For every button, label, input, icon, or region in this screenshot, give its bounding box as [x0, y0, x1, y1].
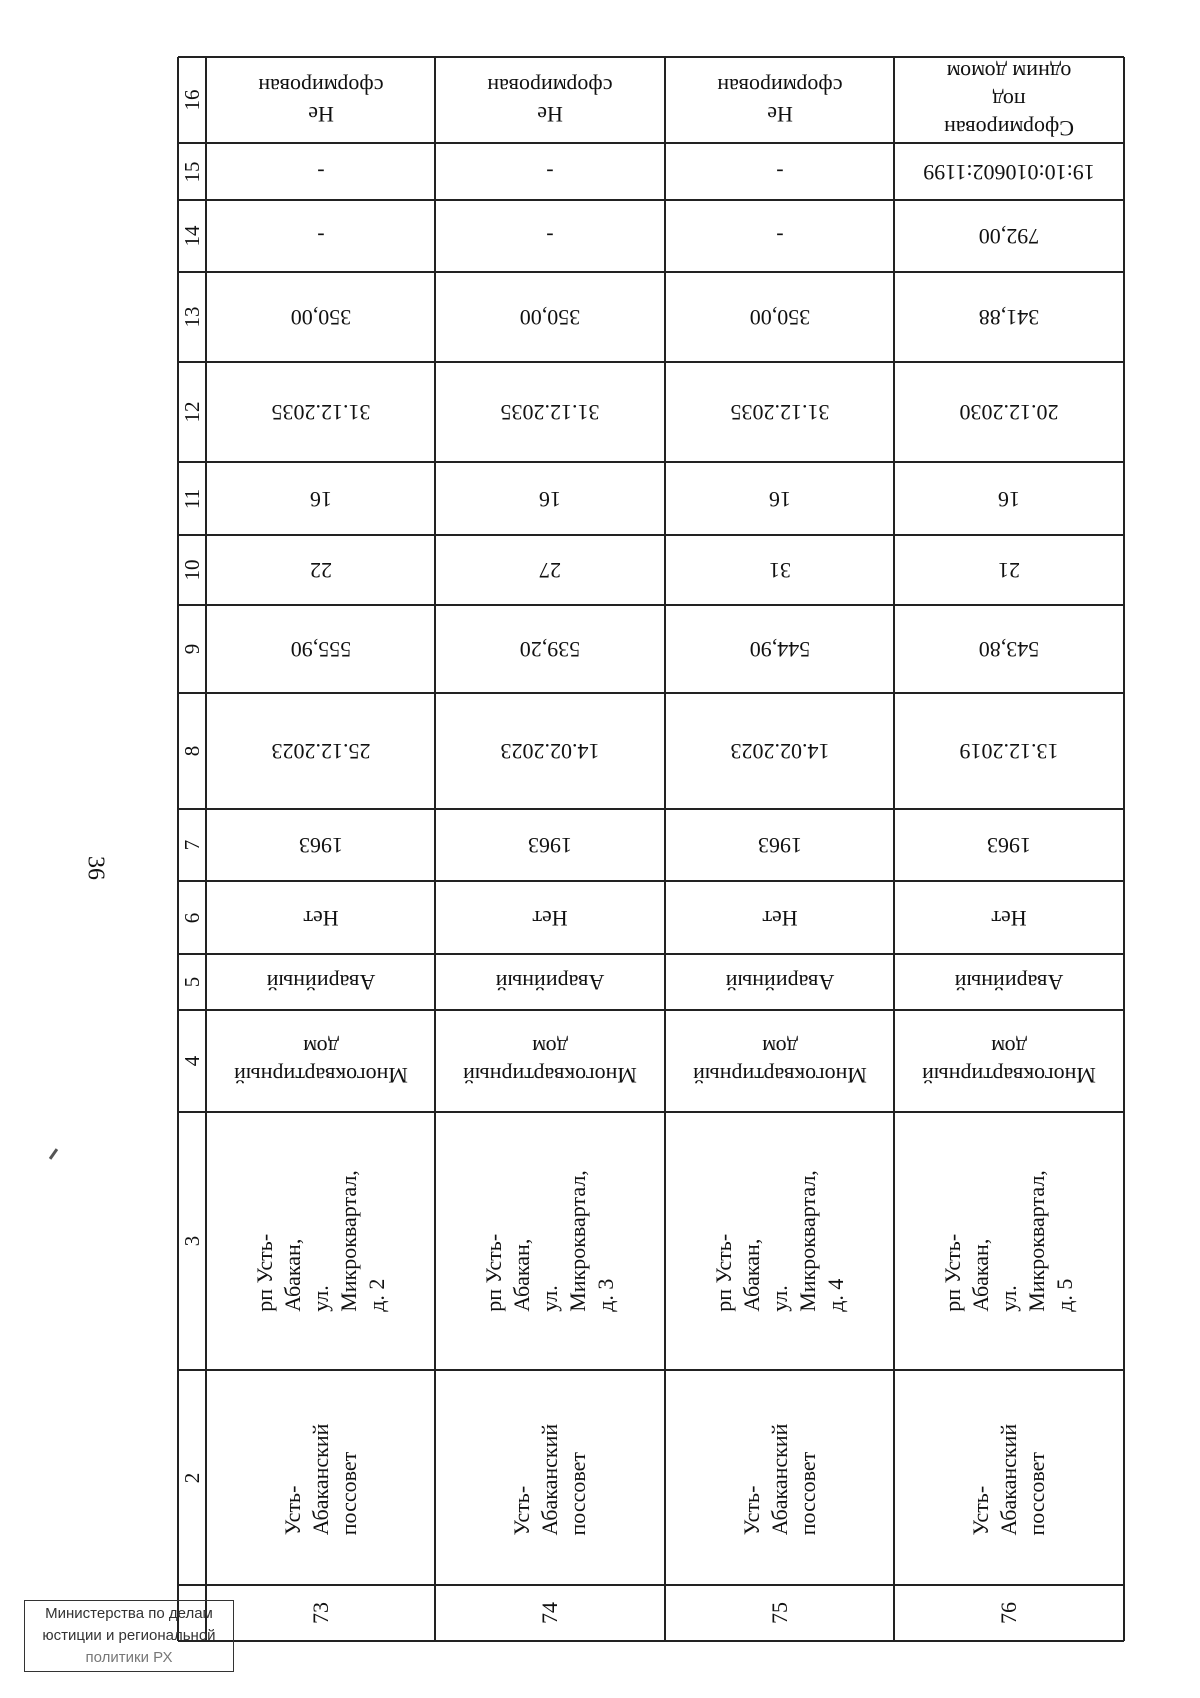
table-cell-address-text: рп Усть-Абакан, ул. Микроквартал, д. 5 [940, 1170, 1077, 1312]
column-number-13 [178, 272, 206, 362]
table-cell-date-recognized-text: 13.12.2019 [959, 739, 1059, 764]
table-cell-land-area [435, 200, 665, 272]
table-cell-cadastral [665, 143, 894, 200]
column-number-9-text: 9 [180, 643, 204, 655]
table-cell-land-status-text: Не сформирован [487, 74, 613, 127]
table-cell-area2 [665, 272, 894, 362]
table-cell-cadastral-text: - [775, 159, 784, 185]
column-number-3 [178, 1112, 206, 1370]
column-number-7-text: 7 [180, 839, 204, 851]
table-cell-address [665, 1112, 894, 1370]
table-cell-land-status [894, 57, 1124, 143]
stamp-line-1: Министерства по делам [45, 1605, 213, 1622]
table-cell-area2-text: 341,88 [978, 305, 1040, 330]
table-cell-area [665, 605, 894, 693]
table-cell-settlement [435, 1370, 665, 1585]
table-cell-land-status-text: Не сформирован [716, 74, 843, 127]
table-cell-area [894, 605, 1124, 693]
table-cell-land-area-text: - [546, 224, 554, 249]
table-cell-date-planned [894, 362, 1124, 462]
column-number-10 [178, 535, 206, 605]
table-cell-num [665, 1585, 894, 1641]
table-cell-status [665, 954, 894, 1010]
column-number-12 [178, 362, 206, 462]
table-cell-residents [894, 535, 1124, 605]
column-number-8-text: 8 [180, 745, 204, 757]
table-cell-year-text: 1963 [528, 833, 572, 858]
table-cell-count-text: 16 [309, 486, 332, 512]
table-cell-count-text: 16 [998, 486, 1020, 512]
table-cell-area2-text: 350,00 [749, 305, 810, 330]
table-cell-no [206, 881, 435, 954]
table-cell-settlement [206, 1370, 435, 1585]
table-cell-date-recognized-text: 25.12.2023 [271, 739, 370, 764]
column-number-8 [178, 693, 206, 809]
table-cell-land-area-text: - [316, 224, 325, 249]
column-number-12-text: 12 [180, 401, 204, 423]
table-cell-num-text: 75 [766, 1602, 792, 1624]
table-cell-count [206, 462, 435, 535]
table-cell-date-planned [435, 362, 665, 462]
table-cell-date-recognized-text: 14.02.2023 [500, 739, 600, 764]
table-cell-cadastral-text: 19:10:010602:1199 [923, 159, 1095, 185]
table-cell-date-recognized [894, 693, 1124, 809]
table-cell-residents-text: 21 [998, 558, 1020, 583]
table-cell-status [894, 954, 1124, 1010]
table-cell-type [435, 1010, 665, 1112]
table-cell-year-text: 1963 [298, 833, 343, 858]
column-number-6-text: 6 [180, 912, 204, 923]
table-cell-residents-text: 27 [539, 558, 561, 583]
table-cell-year-text: 1963 [757, 833, 802, 858]
column-number-4 [178, 1010, 206, 1112]
table-cell-date-recognized [435, 693, 665, 809]
table-cell-land-status-text: Не сформирован [257, 74, 384, 127]
table-cell-land-status-text: Сформирован под одним домом [944, 60, 1074, 141]
table-cell-cadastral-text: - [316, 159, 325, 185]
column-number-14 [178, 200, 206, 272]
table-cell-count-text: 16 [539, 486, 561, 512]
stamp-line-3: политики РХ [85, 1649, 173, 1666]
table-cell-address-text: рп Усть-Абакан, ул. Микроквартал, д. 3 [481, 1170, 618, 1312]
column-number-14-text: 14 [180, 225, 204, 247]
table-cell-no-text: Нет [761, 905, 798, 931]
column-number-11 [178, 462, 206, 535]
table-cell-status-text: Аварийный [954, 970, 1064, 995]
table-cell-residents-text: 31 [768, 558, 791, 583]
column-number-16 [178, 57, 206, 143]
table-cell-residents-text: 22 [309, 558, 332, 583]
table-cell-date-recognized [665, 693, 894, 809]
table-cell-date-planned-text: 31.12.2035 [730, 400, 829, 425]
table-cell-settlement-text: Усть-Абаканский поссовет [279, 1423, 361, 1535]
table-cell-date-planned [206, 362, 435, 462]
scan-mark [49, 1148, 58, 1160]
table-cell-settlement-text: Усть-Абаканский поссовет [738, 1423, 820, 1535]
column-number-11-text: 11 [180, 488, 204, 509]
table-cell-land-area [894, 200, 1124, 272]
table-cell-area2 [435, 272, 665, 362]
column-number-5-text: 5 [180, 976, 204, 988]
column-number-2-text: 2 [180, 1472, 204, 1483]
stamp-line-2: юстиции и региональной [42, 1627, 216, 1644]
table-cell-num-text: 76 [996, 1602, 1021, 1624]
table-cell-area2-text: 350,00 [519, 305, 581, 330]
table-cell-area-text: 543,80 [978, 637, 1040, 662]
column-number-16-text: 16 [180, 89, 204, 111]
table-cell-status [435, 954, 665, 1010]
table-cell-area2-text: 350,00 [290, 305, 351, 330]
table-cell-status [206, 954, 435, 1010]
table-cell-address-text: рп Усть-Абакан, ул. Микроквартал, д. 2 [251, 1170, 389, 1312]
table-cell-area-text: 539,20 [519, 637, 581, 662]
table-cell-num-text: 73 [307, 1602, 333, 1624]
table-cell-cadastral [894, 143, 1124, 200]
table-cell-year [206, 809, 435, 881]
table-cell-year [435, 809, 665, 881]
table-cell-type-text: Многоквартирный дом [463, 1035, 637, 1088]
table-cell-no [435, 881, 665, 954]
table-cell-type-text: Многоквартирный дом [233, 1035, 408, 1088]
table-cell-cadastral [435, 143, 665, 200]
column-number-2 [178, 1370, 206, 1585]
table-cell-no [665, 881, 894, 954]
column-number-5 [178, 954, 206, 1010]
table-cell-no-text: Нет [532, 905, 568, 931]
table-cell-residents [206, 535, 435, 605]
table-cell-address-text: рп Усть-Абакан, ул. Микроквартал, д. 4 [710, 1170, 848, 1312]
column-number-3-text: 3 [180, 1235, 204, 1247]
table-cell-date-recognized-text: 14.02.2023 [730, 739, 829, 764]
column-number-13-text: 13 [180, 306, 204, 328]
table-cell-count [435, 462, 665, 535]
table-cell-land-area-text: - [775, 224, 784, 249]
table-cell-year [665, 809, 894, 881]
table-cell-land-status [665, 57, 894, 143]
table-cell-land-status [435, 57, 665, 143]
table-cell-address [206, 1112, 435, 1370]
column-number-15-text: 15 [180, 161, 204, 182]
column-number-4-text: 4 [180, 1055, 204, 1067]
column-number-9 [178, 605, 206, 693]
table-cell-settlement [894, 1370, 1124, 1585]
table-cell-no-text: Нет [991, 905, 1027, 931]
table-cell-area-text: 555,90 [290, 637, 351, 662]
table-cell-no [894, 881, 1124, 954]
table-cell-no-text: Нет [302, 905, 339, 931]
table-cell-residents [435, 535, 665, 605]
table-cell-residents [665, 535, 894, 605]
table-cell-type-text: Многоквартирный дом [922, 1035, 1096, 1088]
table-cell-num [206, 1585, 435, 1641]
table-cell-date-planned-text: 31.12.2035 [500, 400, 600, 425]
table-cell-type [665, 1010, 894, 1112]
table-cell-num [435, 1585, 665, 1641]
table-cell-settlement-text: Усть-Абаканский поссовет [968, 1423, 1049, 1535]
table-cell-type [206, 1010, 435, 1112]
table-cell-area [206, 605, 435, 693]
table-cell-area2 [206, 272, 435, 362]
table-cell-land-area [665, 200, 894, 272]
table-cell-area-text: 544,90 [749, 637, 810, 662]
table-cell-status-text: Аварийный [725, 970, 834, 995]
table-cell-area [435, 605, 665, 693]
table-cell-count [665, 462, 894, 535]
table-cell-address [435, 1112, 665, 1370]
table-cell-date-recognized [206, 693, 435, 809]
table-cell-num-text: 74 [537, 1602, 562, 1624]
table-cell-land-area-text: 792,00 [978, 224, 1040, 249]
column-number-7 [178, 809, 206, 881]
table-cell-cadastral [206, 143, 435, 200]
table-cell-year-text: 1963 [987, 833, 1031, 858]
table-cell-num [894, 1585, 1124, 1641]
column-number-15 [178, 143, 206, 200]
table-cell-land-status [206, 57, 435, 143]
registry-stamp [24, 1600, 234, 1672]
table-cell-count-text: 16 [768, 486, 791, 512]
table-cell-status-text: Аварийный [495, 970, 605, 995]
table-cell-settlement-text: Усть-Абаканский поссовет [509, 1423, 590, 1535]
table-cell-area2 [894, 272, 1124, 362]
column-number-10-text: 10 [180, 559, 204, 581]
table-cell-settlement [665, 1370, 894, 1585]
table-cell-date-planned [665, 362, 894, 462]
column-number-6 [178, 881, 206, 954]
table-cell-cadastral-text: - [546, 159, 554, 185]
table-cell-year [894, 809, 1124, 881]
table-cell-count [894, 462, 1124, 535]
table-cell-status-text: Аварийный [266, 970, 375, 995]
table-cell-address [894, 1112, 1124, 1370]
table-cell-date-planned-text: 31.12.2035 [271, 400, 370, 425]
table-cell-land-area [206, 200, 435, 272]
table-cell-type [894, 1010, 1124, 1112]
table-cell-date-planned-text: 20.12.2030 [959, 400, 1059, 425]
table-cell-type-text: Многоквартирный дом [692, 1035, 867, 1088]
